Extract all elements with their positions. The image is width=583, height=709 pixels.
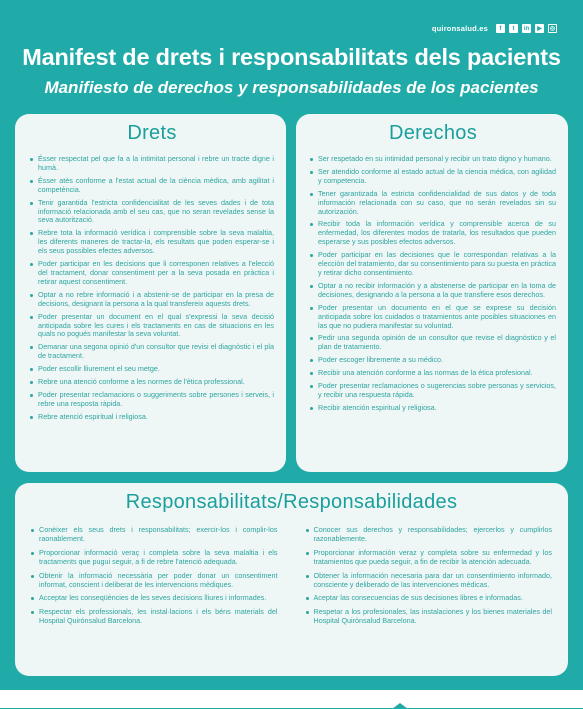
card-derechos [296, 114, 568, 472]
instagram-icon[interactable]: ◎ [549, 26, 556, 32]
list-item: Poder presentar un document en el qual s'expressi la seva decisió anticipada sobre les cures i els tractaments en cas de situacions en les quals no pogués manifestar la seva voluntat. [30, 313, 274, 340]
list-item: Obtenir la informació necessària per poder donar un consentiment informat, conscient i deliberat de les intervencions mèdiques. [31, 572, 278, 590]
list-item: Poder participar en las decisiones que le correspondan relativas a la elección del tratamiento, dar su consentimiento para su puesta en práctica y retirar dicho consentimiento. [310, 251, 556, 278]
list-item: Optar a no recibir información y a abstenerse de participar en la toma de decisiones, designando a la persona a la que transfiere esos derechos. [310, 282, 556, 300]
list-item: Pedir una segunda opinión de un consultor que revise el diagnóstico y el plan de tratamiento. [310, 334, 556, 352]
list-item: Acceptar les conseqüències de les seves decisions lliures i informades. [31, 594, 278, 603]
list-item: Respetar a los profesionales, las instalaciones y los bienes materiales del Hospital Quirónsalud Barcelona. [306, 608, 553, 626]
page-subtitle: Manifiesto de derechos y responsabilidades de los pacientes [44, 78, 539, 97]
linkedin-icon[interactable]: in [523, 26, 530, 32]
list-item: Poder presentar reclamacions o suggeriments sobre persones i serveis, i rebre una resposta ràpida. [30, 391, 274, 409]
card-title-responsabilitats: Responsabilitats/Responsabilidades [125, 491, 458, 513]
list-item: Tenir garantida l'estricta confidencialitat de les seves dades i de tota informació relacionada amb el seu cas, que no seran revelades sense la seva autorització. [30, 199, 274, 226]
list-item: Recibir una atención conforme a las normas de la ética profesional. [310, 369, 556, 378]
twitter-icon[interactable]: t [509, 24, 518, 33]
responsabilitats-list-ca [31, 526, 278, 631]
facebook-icon[interactable]: f [496, 24, 505, 33]
site-url[interactable]: quironsalud.es [431, 24, 488, 33]
list-item: Recibir toda la información verídica y comprensible acerca de su enfermedad, los diferentes modos de tratarla, los resultados que pueden esperarse y sus posibles efectos adversos. [310, 220, 556, 247]
list-item: Poder escoger libremente a su médico. [310, 356, 556, 365]
list-item: Conèixer els seus drets i responsabilitats; exercir-los i complir-los raonablement. [31, 526, 278, 544]
list-item: Poder escollir lliurement el seu metge. [30, 365, 274, 374]
derechos-list [310, 155, 556, 413]
header-social-bar [432, 24, 557, 33]
responsabilitats-columns [31, 526, 552, 631]
card-title-derechos: Derechos [389, 122, 477, 144]
list-item: Obtener la información necesaria para dar un consentimiento informado, consciente y deliberado de las intervenciones médicas. [306, 572, 553, 590]
card-responsabilitats [15, 483, 568, 676]
list-item: Proporcionar información veraz y completa sobre su enfermedad y los tratamientos que pueda seguir, a fin de recibir la atención adecuada. [306, 549, 553, 567]
list-item: Rebre una atenció conforme a les normes de l'ètica professional. [30, 378, 274, 387]
list-item: Aceptar las consecuencias de sus decisiones libres e informadas. [306, 594, 553, 603]
list-item: Ésser atès conforme a l'estat actual de la ciència mèdica, amb agilitat i competència. [30, 177, 274, 195]
list-item: Rebre tota la informació verídica i comprensible sobre la seva malaltia, les diferents maneres de tractar-la, els resultats que poden esperar-se i els seus possibles efectes adversos. [30, 229, 274, 256]
list-item: Poder presentar reclamaciones o sugerencias sobre personas y servicios, y recibir una respuesta rápida. [310, 382, 556, 400]
list-item: Optar a no rebre informació i a abstenir-se de participar en la presa de decisions, designant la persona a la qual transfereix aquests drets. [30, 291, 274, 309]
list-item: Respectar els professionals, les instal·lacions i els béns materials del Hospital Quirónsalud Barcelona. [31, 608, 278, 626]
page-title: Manifest de drets i responsabilitats dels pacients [22, 44, 561, 70]
card-drets [15, 114, 286, 472]
drets-list [30, 155, 274, 422]
list-item: Recibir atención espiritual y religiosa. [310, 404, 556, 413]
list-item: Proporcionar informació veraç i completa sobre la seva malaltia i els tractaments que pugui seguir, a fi de rebre l'atenció adequada. [31, 549, 278, 567]
youtube-icon[interactable]: ▶ [535, 24, 544, 33]
bottom-strip [0, 690, 583, 708]
list-item: Poder participar en les decisions que li corresponen relatives a l'elecció del tractament, donar consentiment per a la seva posada en pràctica i retirar aquest consentiment. [30, 260, 274, 287]
list-item: Demanar una segona opinió d'un consultor que revisi el diagnòstic i el pla de tractament. [30, 343, 274, 361]
list-item: Conocer sus derechos y responsabilidades; ejercerlos y cumplirlos razonablemente. [306, 526, 553, 544]
list-item: Rebre atenció espiritual i religiosa. [30, 413, 274, 422]
list-item: Ser atendido conforme al estado actual de la ciencia médica, con agilidad y competencia. [310, 168, 556, 186]
list-item: Tener garantizada la estricta confidencialidad de sus datos y de toda información relacionada con su caso, que no serán revelados sin su autorización. [310, 190, 556, 217]
bottom-logo-mark [392, 703, 408, 709]
list-item: Ésser respectat pel que fa a la intimitat personal i rebre un tracte digne i humà. [30, 155, 274, 173]
card-title-drets: Drets [127, 122, 177, 144]
responsabilidades-list-es [306, 526, 553, 631]
list-item: Poder presentar un documento en el que se exprese su decisión anticipada sobre los cuidados o tratamientos ante posibles situaciones en las que no pudiera manifestar su voluntad. [310, 304, 556, 331]
list-item: Ser respetado en su intimidad personal y recibir un trato digno y humano. [310, 155, 556, 164]
